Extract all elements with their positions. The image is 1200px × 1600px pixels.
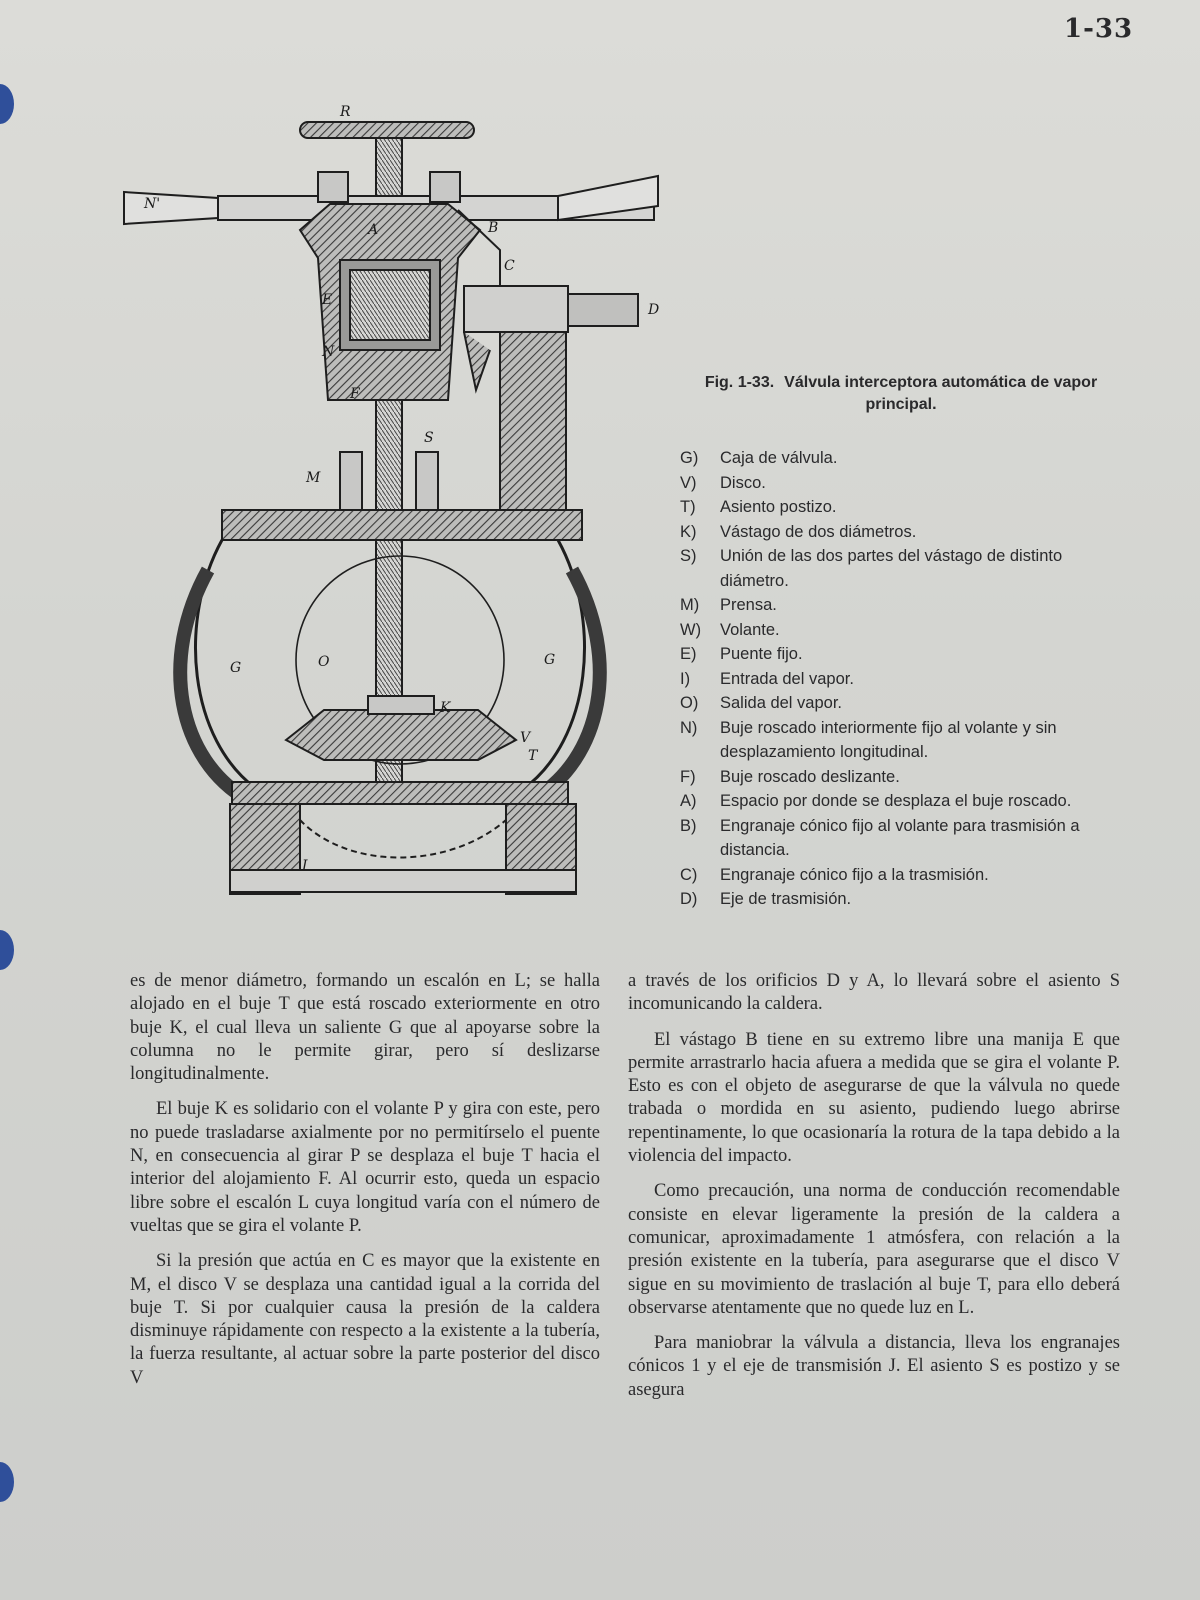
paragraph: Para maniobrar la válvula a distancia, lleva los engranajes cónicos 1 y el eje de transmisión J. El asiento S es postizo y se asegura: [628, 1333, 1120, 1400]
figure-label: E: [322, 292, 333, 308]
legend-item: [680, 765, 1120, 790]
legend-text: Eje de trasmisión.: [720, 890, 852, 908]
figure-label: N': [144, 196, 161, 212]
figure-label: O: [318, 654, 330, 670]
figure-label: S: [424, 430, 434, 446]
paragraph: El vástago B tiene en su extremo libre una manija E que permite arrastrarlo hacia afuera a medida que se gira el volante P. Esto es con el objeto de asegurarse de que la válvula no quede trabada o mordida en su asiento, pudiendo luego abrirse repentinamente, lo que ocasionaría la rotura de la tapa debido a la violencia del impacto.: [628, 1029, 1120, 1167]
legend-text: Caja de válvula.: [720, 449, 838, 467]
legend-key: F): [680, 767, 696, 786]
legend-key: N): [680, 718, 698, 737]
legend-text: Salida del vapor.: [720, 694, 843, 712]
binder-hole: [0, 1462, 14, 1502]
figure-caption: [676, 372, 1126, 416]
legend-text: Buje roscado interiormente fijo al volante y sin desplazamiento longitudinal.: [720, 718, 1057, 761]
legend-item: [680, 471, 1120, 496]
legend-text: Buje roscado deslizante.: [720, 767, 900, 786]
legend-item: [680, 887, 1120, 912]
legend-key: D): [680, 890, 698, 908]
figure-label: F: [350, 386, 360, 402]
figure-label: B: [488, 220, 499, 236]
legend-key: K): [680, 522, 697, 541]
figure-label: C: [504, 258, 515, 274]
legend-key: V): [680, 473, 697, 492]
legend-key: M): [680, 596, 700, 614]
legend-text: Asiento postizo.: [720, 498, 837, 516]
paragraph: a través de los orificios D y A, lo llevará sobre el asiento S incomunicando la caldera.: [628, 971, 1120, 1015]
right-text-column: [628, 970, 1120, 1414]
legend-item: [680, 716, 1120, 765]
legend-text: Disco.: [720, 473, 766, 492]
legend-text: Unión de las dos partes del vástago de distinto diámetro.: [720, 547, 1063, 590]
binder-hole: [0, 84, 14, 124]
legend-key: I): [680, 669, 691, 688]
legend-key: G): [680, 449, 699, 467]
legend-text: Prensa.: [720, 596, 777, 614]
legend-text: Puente fijo.: [720, 645, 803, 663]
legend-key: T): [680, 498, 696, 516]
legend-item: [680, 446, 1120, 471]
legend-key: S): [680, 547, 697, 565]
legend-key: A): [680, 792, 697, 810]
legend-item: [680, 691, 1120, 716]
legend-item: [680, 520, 1120, 545]
paragraph: El buje K es solidario con el volante P y gira con este, pero no puede trasladarse axialmente por no permitírselo el puente N, en consecuencia al girar P se desplaza el buje T hacia el interior del alojamiento F. Al ocurrir esto, queda un espacio libre sobre el escalón L cuya longitud varía con el número de vueltas que se gira el volante P.: [130, 1099, 600, 1236]
paragraph: es de menor diámetro, formando un escalón en L; se halla alojado en el buje T que está roscado exteriormente en otro buje K, el cual lleva un saliente G que al apoyarse sobre la columna no le permite girar, pero sí deslizarse longitudinalmente.: [130, 971, 600, 1085]
binder-hole: [0, 930, 14, 970]
figure-label: G: [230, 660, 242, 676]
legend-item: [680, 642, 1120, 667]
figure-label: N: [322, 344, 335, 360]
legend-item: [680, 593, 1120, 618]
figure-label: M: [306, 470, 321, 486]
valve-cross-section-figure: [118, 100, 678, 920]
legend-item: [680, 863, 1120, 888]
page-number: 1-33: [1064, 14, 1134, 44]
legend-item: [680, 495, 1120, 520]
legend-item: [680, 814, 1120, 863]
left-text-column: [130, 970, 600, 1402]
legend-text: Espacio por donde se desplaza el buje roscado.: [720, 792, 1072, 810]
legend-key: E): [680, 645, 697, 663]
figure-label: T: [528, 748, 538, 764]
legend-text: Engranaje cónico fijo al volante para trasmisión a distancia.: [720, 816, 1080, 859]
legend-key: C): [680, 865, 698, 884]
legend-text: Vástago de dos diámetros.: [720, 522, 917, 541]
legend-text: Engranaje cónico fijo a la trasmisión.: [720, 865, 989, 884]
figure-label: I: [302, 858, 308, 874]
figure-number: Fig. 1-33.: [704, 374, 775, 391]
figure-title: Válvula interceptora automática de vapor principal.: [784, 374, 1098, 413]
paragraph: Si la presión que actúa en C es mayor que la existente en M, el disco V se desplaza una cantidad igual a la corrida del buje T. Si por cualquier causa la presión de la caldera disminuye rápidamente con respecto a la existente a la tubería, la fuerza resultante, al actuar sobre la parte posterior del disco V: [130, 1251, 600, 1388]
figure-legend: [680, 446, 1120, 912]
figure-label: A: [368, 222, 379, 238]
figure-label: D: [648, 302, 660, 318]
legend-key: W): [680, 620, 702, 639]
figure-label: K: [440, 700, 451, 716]
legend-item: [680, 544, 1120, 593]
legend-item: [680, 667, 1120, 692]
legend-text: Volante.: [720, 620, 780, 639]
legend-item: [680, 618, 1120, 643]
figure-label: R: [340, 104, 351, 120]
paragraph: Como precaución, una norma de conducción recomendable consiste en elevar ligeramente la presión de la caldera a comunicar, aproximadamente 1 atmósfera, con relación a la presión existente en la tubería, para asegurarse que el disco V sigue en su movimiento de traslación al buje T, para ello deberá observarse atentamente que no quede luz en L.: [628, 1181, 1120, 1318]
figure-label: V: [520, 730, 531, 746]
legend-item: [680, 789, 1120, 814]
legend-key: B): [680, 816, 697, 835]
legend-key: O): [680, 694, 699, 712]
figure-label: G: [544, 652, 556, 668]
legend-text: Entrada del vapor.: [720, 669, 854, 688]
